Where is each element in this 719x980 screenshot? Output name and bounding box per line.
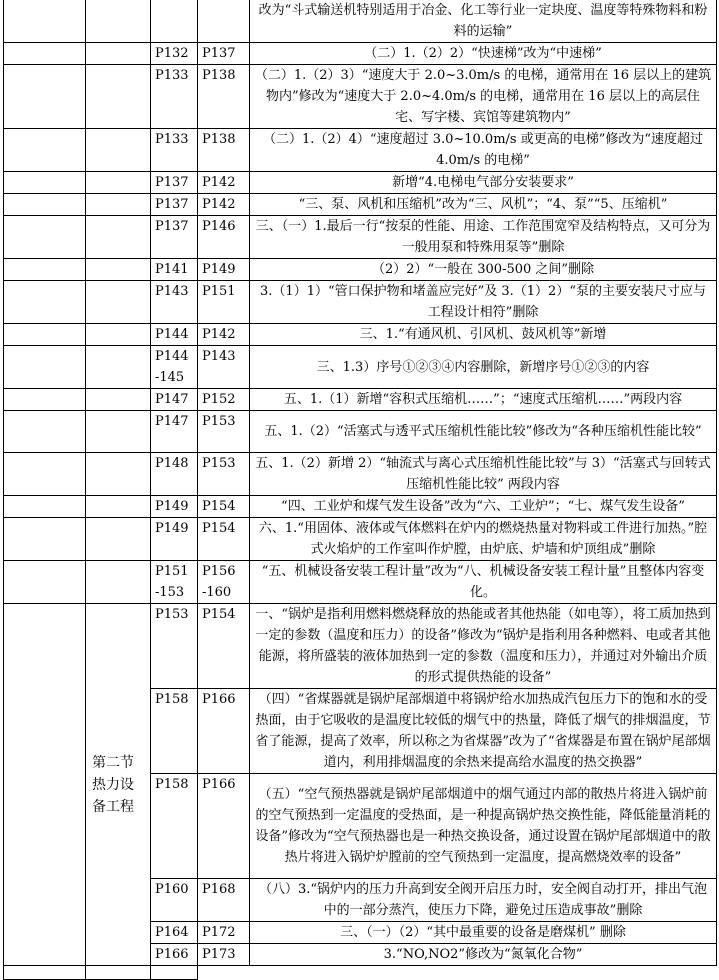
old-page-cell: P149 xyxy=(151,496,198,518)
table-row xyxy=(4,346,717,389)
change-description: 五、1.（1）新增“容积式压缩机……”；“速度式压缩机……”两段内容 xyxy=(250,389,717,411)
new-page-cell: P154 xyxy=(198,496,250,518)
old-page-cell: P147 xyxy=(151,411,198,453)
section-cell-empty xyxy=(86,324,151,346)
chapter-cell xyxy=(4,561,86,604)
change-description: 一、“锅炉是指利用燃料燃烧释放的热能或者其他热能（如电等），将工质加热到一定的参数（温度和压力）的设备”修改为“锅炉是指利用各种燃料、电或者其他能源，将所盛装的液体加热到一定的参数（温度和压力），并通过对外输出介质的形式提供热能的设备” xyxy=(250,604,717,689)
chapter-cell xyxy=(4,259,86,281)
table-row xyxy=(4,281,717,324)
change-description: 改为“斗式输送机特别适用于冶金、化工等行业一定块度、温度等特殊物料和粉料的运输” xyxy=(250,0,717,43)
section-cell-empty xyxy=(86,561,151,604)
table-row xyxy=(4,453,717,496)
new-page-cell: P168 xyxy=(198,879,250,922)
change-description: （五）“空气预热器就是锅炉尾部烟道中的烟气通过内部的散热片将进入锅炉前的空气预热到一定温度的受热面，是一种提高锅炉热交换性能，降低能量消耗的设备”修改为“空气预热器也是一种热交换设备，通过设置在锅炉尾部烟道中的散热片将进入锅炉炉膛前的空气预热到一定温度，提高燃烧效率的设备” xyxy=(250,774,717,879)
revision-table-body xyxy=(4,0,717,980)
section-cell-empty xyxy=(86,496,151,518)
section-cell-empty xyxy=(86,259,151,281)
change-description: “三、泵、风机和压缩机”改为“三、风机”；“4、泵”“5、压缩机” xyxy=(250,194,717,216)
chapter-cell xyxy=(4,411,86,453)
table-row xyxy=(4,0,717,43)
change-description: 新增“4.电梯电气部分安装要求” xyxy=(250,172,717,194)
chapter-cell xyxy=(4,496,86,518)
change-description: 五、1.（2）新增 2）“轴流式与离心式压缩机性能比较”与 3）“活塞式与回转式压缩机性能比较” 两段内容 xyxy=(250,453,717,496)
change-description: 3.“NO,NO2”修改为“氮氧化合物” xyxy=(250,944,717,966)
table-row xyxy=(4,216,717,259)
new-page-cell: P153 xyxy=(198,411,250,453)
new-page-cell: P138 xyxy=(198,65,250,129)
new-page-cell: P142 xyxy=(198,172,250,194)
section-cell-empty xyxy=(86,411,151,453)
new-page-cell xyxy=(198,0,250,43)
table-row xyxy=(4,172,717,194)
old-page-cell: P149 xyxy=(151,518,198,561)
table-row xyxy=(4,389,717,411)
section-cell-empty xyxy=(86,43,151,65)
new-page-cell: P173 xyxy=(198,944,250,966)
old-page-cell: P132 xyxy=(151,43,198,65)
old-page-cell: P151 -153 xyxy=(151,561,198,604)
new-page-cell: P166 xyxy=(198,774,250,879)
table-row xyxy=(4,496,717,518)
old-page-cell: P143 xyxy=(151,281,198,324)
table-row xyxy=(4,194,717,216)
table-row xyxy=(4,561,717,604)
new-page-cell: P152 xyxy=(198,389,250,411)
chapter-cell xyxy=(4,194,86,216)
table-row xyxy=(4,65,717,129)
change-description: （二）1.（2）4）“速度超过 3.0~10.0m/s 或更高的电梯”修改为“速度超过 4.0m/s 的电梯” xyxy=(250,129,717,172)
old-page-cell: P160 xyxy=(151,879,198,922)
empty-cell xyxy=(151,966,198,980)
chapter-cell xyxy=(4,324,86,346)
revision-table xyxy=(3,0,717,980)
old-page-cell: P158 xyxy=(151,689,198,774)
change-description: “四、工业炉和煤气发生设备”改为“六、工业炉”；“七、煤气发生设备” xyxy=(250,496,717,518)
chapter-cell xyxy=(4,0,86,43)
section-cell-empty xyxy=(86,194,151,216)
chapter-cell xyxy=(4,453,86,496)
section-cell-empty xyxy=(86,0,151,43)
section-cell-empty xyxy=(86,389,151,411)
change-description: 三、（一）1.最后一行“按泵的性能、用途、工作范围宽窄及结构特点，又可分为一般用泵和特殊用泵等”删除 xyxy=(250,216,717,259)
change-description: （2）2）“一般在 300-500 之间”删除 xyxy=(250,259,717,281)
chapter-cell xyxy=(4,518,86,561)
new-page-cell: P156 -160 xyxy=(198,561,250,604)
change-description: 六、1.“用固体、液体或气体燃料在炉内的燃烧热量对物料或工件进行加热。”腔式火焰炉的工作室叫作炉膛，由炉底、炉墙和炉顶组成”删除 xyxy=(250,518,717,561)
old-page-cell: P158 xyxy=(151,774,198,879)
change-description: 三、（一）（2）“其中最重要的设备是磨煤机” 删除 xyxy=(250,922,717,944)
new-page-cell: P149 xyxy=(198,259,250,281)
table-row xyxy=(4,411,717,453)
new-page-cell: P154 xyxy=(198,518,250,561)
chapter-cell xyxy=(4,216,86,259)
chapter-cell xyxy=(4,604,86,966)
old-page-cell: P137 xyxy=(151,216,198,259)
section-cell-empty xyxy=(86,453,151,496)
old-page-cell: P153 xyxy=(151,604,198,689)
new-page-cell: P154 xyxy=(198,604,250,689)
new-page-cell: P172 xyxy=(198,922,250,944)
section-name: 第二节 热力设 备工程 xyxy=(86,604,151,966)
chapter-cell xyxy=(4,389,86,411)
empty-cell xyxy=(4,966,86,980)
section-cell-empty xyxy=(86,172,151,194)
old-page-cell: P141 xyxy=(151,259,198,281)
chapter-cell xyxy=(4,129,86,172)
table-row xyxy=(4,604,717,689)
change-description: （二）1.（2）3）“速度大于 2.0~3.0m/s 的电梯，通常用在 16 层以上的建筑物内”修改为“速度大于 2.0~4.0m/s 的电梯，通常用在 16 层以上的高层住宅、写字楼、宾馆等建筑物内” xyxy=(250,65,717,129)
new-page-cell: P166 xyxy=(198,689,250,774)
old-page-cell xyxy=(151,0,198,43)
change-description: 五、1.（2）“活塞式与透平式压缩机性能比较”修改为“各种压缩机性能比较” xyxy=(250,411,717,453)
empty-cell xyxy=(86,966,151,980)
old-page-cell: P144 xyxy=(151,324,198,346)
table-row xyxy=(4,518,717,561)
old-page-cell: P133 xyxy=(151,65,198,129)
new-page-cell: P143 xyxy=(198,346,250,389)
old-page-cell: P137 xyxy=(151,194,198,216)
old-page-cell: P147 xyxy=(151,389,198,411)
change-description: 三、1.“有通风机、引风机、鼓风机等”新增 xyxy=(250,324,717,346)
new-page-cell: P142 xyxy=(198,324,250,346)
section-cell-empty xyxy=(86,281,151,324)
change-description: （八）3.“锅炉内的压力升高到安全阀开启压力时，安全阀自动打开，排出气泡中的一部分蒸汽，使压力下降，避免过压造成事故”删除 xyxy=(250,879,717,922)
old-page-cell: P166 xyxy=(151,944,198,966)
chapter-cell xyxy=(4,281,86,324)
table-row xyxy=(4,43,717,65)
old-page-cell: P133 xyxy=(151,129,198,172)
change-description: 3.（1）1）“管口保护物和堵盖应完好”及 3.（1）2）“泵的主要安装尺寸应与工程设计相符”删除 xyxy=(250,281,717,324)
table-row xyxy=(4,324,717,346)
new-page-cell: P146 xyxy=(198,216,250,259)
table-row xyxy=(4,259,717,281)
chapter-cell xyxy=(4,65,86,129)
old-page-cell: P144 -145 xyxy=(151,346,198,389)
change-description: “五、机械设备安装工程计量”改为“八、机械设备安装工程计量”且整体内容变化。 xyxy=(250,561,717,604)
chapter-cell xyxy=(4,172,86,194)
section-cell-empty xyxy=(86,346,151,389)
change-description: （二）1.（2）2）“快速梯”改为“中速梯” xyxy=(250,43,717,65)
table-row-partial xyxy=(4,966,717,980)
table-row xyxy=(4,129,717,172)
old-page-cell: P148 xyxy=(151,453,198,496)
section-cell-empty xyxy=(86,518,151,561)
new-page-cell: P137 xyxy=(198,43,250,65)
new-page-cell: P153 xyxy=(198,453,250,496)
chapter-cell xyxy=(4,43,86,65)
section-cell-empty xyxy=(86,65,151,129)
section-cell-empty xyxy=(86,129,151,172)
old-page-cell: P164 xyxy=(151,922,198,944)
new-page-cell: P138 xyxy=(198,129,250,172)
section-cell-empty xyxy=(86,216,151,259)
new-page-cell: P142 xyxy=(198,194,250,216)
chapter-cell xyxy=(4,346,86,389)
change-description: 三、1.3）序号①②③④内容删除，新增序号①②③的内容 xyxy=(250,346,717,389)
change-description: （四）“省煤器就是锅炉尾部烟道中将锅炉给水加热成汽包压力下的饱和水的受热面，由于它吸收的是温度比较低的烟气中的热量，降低了烟气的排烟温度，节省了能源，提高了效率，所以称之为省煤器”改为了“省煤器是布置在锅炉尾部烟道内，利用排烟温度的余热来提高给水温度的热交换器” xyxy=(250,689,717,774)
new-page-cell: P151 xyxy=(198,281,250,324)
old-page-cell: P137 xyxy=(151,172,198,194)
